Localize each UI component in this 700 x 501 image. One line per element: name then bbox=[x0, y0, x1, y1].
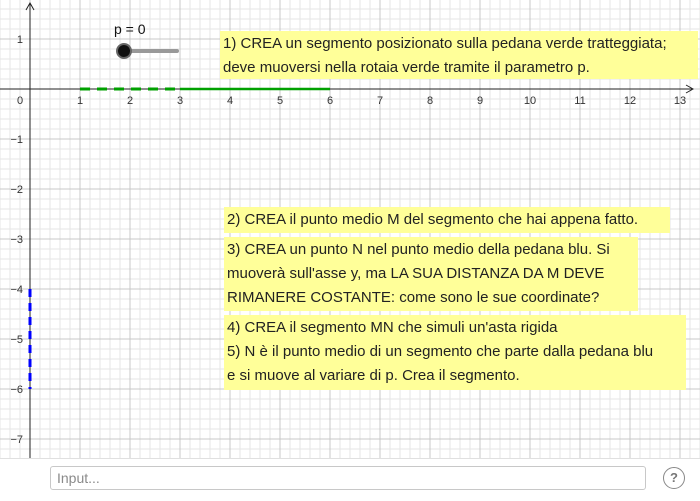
x-tick-label: 12 bbox=[623, 95, 637, 107]
x-tick-label: 13 bbox=[673, 95, 687, 107]
note-step-5-line-2: e si muove al variare di p. Crea il segmento. bbox=[227, 367, 520, 384]
help-icon: ? bbox=[670, 470, 678, 485]
input-bar bbox=[0, 458, 700, 501]
x-tick-label: 9 bbox=[476, 95, 484, 107]
x-tick-label: 1 bbox=[76, 95, 84, 107]
note-step-2[interactable] bbox=[224, 207, 670, 233]
note-step-4-text: 4) CREA il segmento MN che simuli un'asta rigida bbox=[227, 319, 558, 336]
note-step-3-line-1: 3) CREA un punto N nel punto medio della pedana blu. Si bbox=[227, 241, 610, 258]
y-tick-label: −7 bbox=[10, 434, 23, 446]
x-tick-label: 0 bbox=[16, 95, 24, 107]
note-step-5-line-1: 5) N è il punto medio di un segmento che parte dalla pedana blu bbox=[227, 343, 654, 360]
y-tick-label: −2 bbox=[10, 184, 23, 196]
note-step-3-line-3: RIMANERE COSTANTE: come sono le sue coordinate? bbox=[227, 289, 600, 306]
note-step-2-text: 2) CREA il punto medio M del segmento che hai appena fatto. bbox=[227, 211, 639, 228]
x-tick-label: 5 bbox=[276, 95, 284, 107]
y-tick-label: −5 bbox=[10, 334, 23, 346]
note-step-4-5[interactable] bbox=[224, 315, 686, 390]
slider-label: p = 0 bbox=[114, 21, 146, 37]
x-tick-label: 2 bbox=[126, 95, 134, 107]
y-tick-label: −3 bbox=[10, 234, 23, 246]
x-axis-tick-labels bbox=[17, 95, 686, 107]
x-tick-label: 4 bbox=[226, 95, 234, 107]
y-tick-label: −6 bbox=[10, 384, 23, 396]
x-tick-label: 11 bbox=[574, 95, 586, 107]
note-step-1[interactable] bbox=[220, 31, 698, 79]
x-tick-label: 6 bbox=[326, 95, 334, 107]
x-tick-label: 10 bbox=[523, 95, 537, 107]
note-step-1-line-2: deve muoversi nella rotaia verde tramite il parametro p. bbox=[223, 59, 590, 76]
y-axis bbox=[26, 3, 34, 458]
y-tick-label: 1 bbox=[16, 34, 23, 46]
x-tick-label: 8 bbox=[426, 95, 434, 107]
x-tick-label: 7 bbox=[376, 95, 384, 107]
note-step-1-line-1: 1) CREA un segmento posizionato sulla pedana verde tratteggiata; bbox=[223, 35, 667, 52]
input-field[interactable] bbox=[50, 466, 646, 490]
x-tick-label: 3 bbox=[176, 95, 184, 107]
y-tick-label: −4 bbox=[10, 284, 23, 296]
note-step-3-line-2: muoverà sull'asse y, ma LA SUA DISTANZA DA M DEVE bbox=[227, 265, 605, 282]
help-button[interactable] bbox=[663, 467, 685, 489]
y-tick-label: −1 bbox=[10, 134, 23, 146]
slider-handle[interactable] bbox=[117, 44, 131, 58]
note-step-3[interactable] bbox=[224, 237, 638, 311]
slider-p[interactable] bbox=[117, 44, 177, 58]
